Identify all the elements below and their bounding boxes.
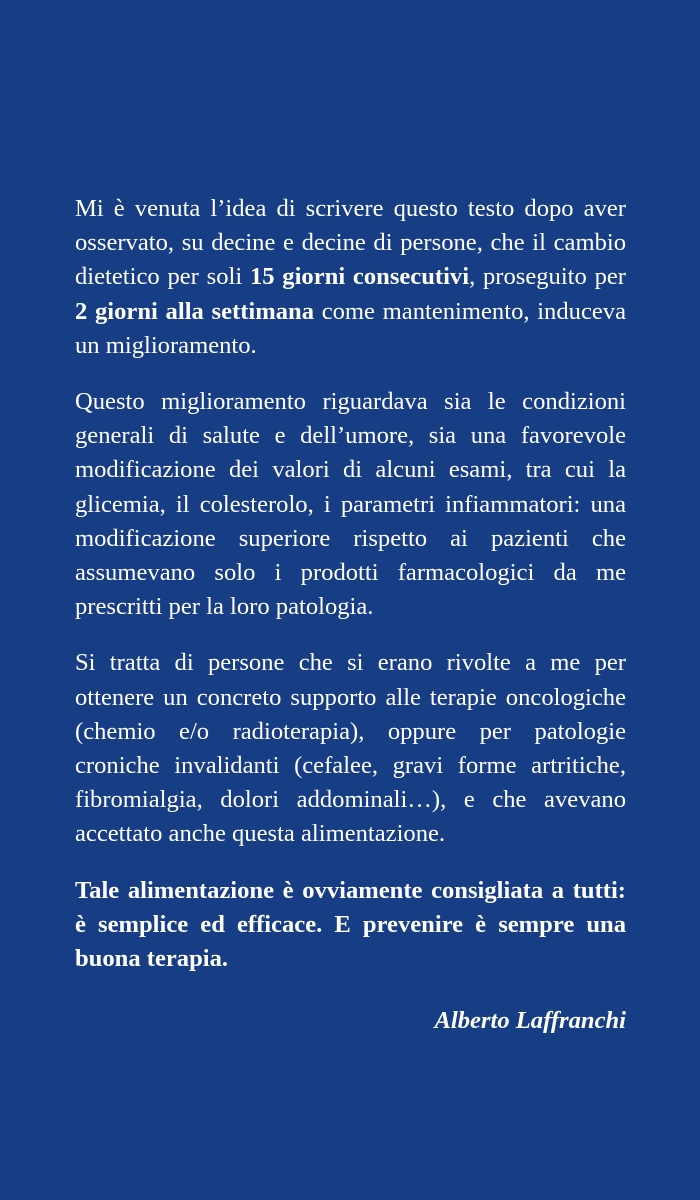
paragraph-intro — [75, 192, 626, 363]
paragraph-closing: Tale alimentazione è ovviamente consigliata a tutti: è semplice ed efficace. E prevenire è sempre una buona terapia. — [75, 876, 626, 973]
paragraph-improvement: Questo miglioramento riguardava sia le condizioni generali di salute e dell’umore, sia una favorevole modificazione dei valori di alcuni esami, tra cui la glicemia, il colesterolo, i parametri infiammatori: una modificazione superiore rispetto ai pazienti che assumevano solo i prodotti farmacologici da me prescritti per la loro patologia. — [75, 388, 626, 621]
intro-bold-duration: 15 giorni consecutivi — [249, 263, 470, 291]
intro-text-1: Mi è venuta l’idea di scrivere questo testo dopo aver osservato, su decine e decine di persone, che il cambio dietetico per soli — [75, 195, 626, 291]
intro-text-3: come mantenimento, induceva un miglioramento. — [75, 297, 626, 359]
intro-text-2: , proseguito per — [469, 263, 626, 291]
intro-bold-maintenance: 2 giorni alla settimana — [75, 297, 314, 325]
author-signature: Alberto Laffranchi — [434, 1007, 626, 1035]
paragraph-patients: Si tratta di persone che si erano rivolte a me per ottenere un concreto supporto alle terapie oncologiche (chemio e/o radioterapia), oppure per patologie croniche invalidanti (cefalee, gravi forme artritiche, fibromialgia, dolori addominali…), e che avevano accettato anche questa alimentazione. — [75, 649, 626, 848]
blurb-text — [75, 192, 626, 976]
